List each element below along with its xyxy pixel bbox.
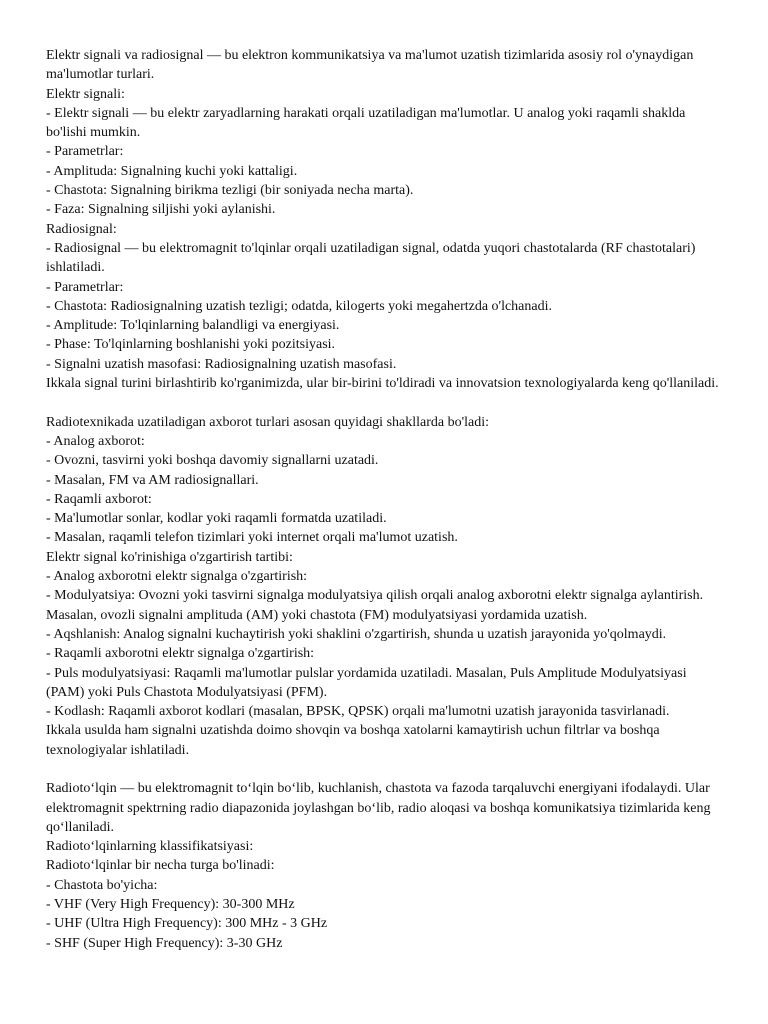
list-item: - Analog axborot: [46, 433, 145, 449]
document-page [46, 46, 726, 953]
list-item: - Masalan, FM va AM radiosignallari. [46, 472, 259, 488]
list-item: - Ovozni, tasvirni yoki boshqa davomiy signallarni uzatadi. [46, 453, 379, 469]
list-item: - Puls modulyatsiyasi: Raqamli ma'lumotlar pulslar yordamida uzatiladi. Masalan, Puls Amplitude Modulyatsiyasi (PAM) yoki Puls Chastota Modulyatsiyasi (PFM). [46, 665, 687, 700]
paragraph-line: Radioto‘lqinlar bir necha turga bo'linadi: [46, 858, 275, 874]
list-item: - UHF (Ultra High Frequency): 300 MHz - 3 GHz [46, 916, 328, 932]
list-item: - Raqamli axborot: [46, 491, 152, 507]
list-item: - Kodlash: Raqamli axborot kodlari (masalan, BPSK, QPSK) orqali ma'lumotni uzatish jarayonida tasvirlanadi. [46, 704, 670, 720]
list-item: - Chastota: Signalning birikma tezligi (bir soniyada necha marta). [46, 183, 414, 199]
list-item: - Raqamli axborotni elektr signalga o'zgartirish: [46, 646, 315, 662]
heading-classification: Radioto‘lqinlarning klassifikatsiyasi: [46, 839, 254, 855]
paragraph-gap [46, 393, 726, 412]
list-item: - SHF (Super High Frequency): 3-30 GHz [46, 935, 283, 951]
list-item: - Analog axborotni elektr signalga o'zgartirish: [46, 569, 308, 585]
paragraph-line: - Elektr signali — bu elektr zaryadlarning harakati orqali uzatiladigan ma'lumotlar. U analog yoki raqamli shaklda bo'lishi mumkin. [46, 105, 686, 141]
paragraph-gap [46, 760, 726, 779]
heading-electric-signal: Elektr signali: [46, 86, 125, 102]
heading-conversion-order: Elektr signal ko'rinishiga o'zgartirish tartibi: [46, 549, 293, 565]
list-item: - Faza: Signalning siljishi yoki aylanishi. [46, 202, 276, 218]
paragraph-line: Radiotexnikada uzatiladigan axborot turlari asosan quyidagi shakllarda bo'ladi: [46, 414, 490, 430]
section-signals [46, 46, 726, 393]
paragraph-line: - Radiosignal — bu elektromagnit to'lqinlar orqali uzatiladigan signal, odatda yuqori chastotalarda (RF chastotalari) ishlatiladi. [46, 240, 696, 276]
list-item: - Parametrlar: [46, 279, 124, 295]
list-item: - Modulyatsiya: Ovozni yoki tasvirni signalga modulyatsiya qilish orqali analog axborotni elektr signalga aylantirish. Masalan, ovozli signalni amplituda (AM) yoki chastota (FM) modulyatsiyasi yordamida uzatish. [46, 588, 704, 623]
paragraph-line: Radioto‘lqin — bu elektromagnit to‘lqin bo‘lib, kuchlanish, chastota va fazoda tarqaluvchi energiyani ifodalaydi. Ular elektromagnit spektrning radio diapazonida joylashgan bo‘lib, radio aloqasi va boshqa komunikatsiya tizimlarida keng qo‘llaniladi. [46, 781, 711, 835]
section-information-types [46, 413, 726, 760]
paragraph-line: Ikkala signal turini birlashtirib ko'rganimizda, ular bir-birini to'ldiradi va innovatsion texnologiyalarda keng qo'llaniladi. [46, 376, 719, 392]
list-item: - Masalan, raqamli telefon tizimlari yoki internet orqali ma'lumot uzatish. [46, 530, 458, 546]
list-item: - Aqshlanish: Analog signalni kuchaytirish yoki shaklini o'zgartirish, shunda u uzatish jarayonida yo'qolmaydi. [46, 626, 667, 642]
list-item: - Ma'lumotlar sonlar, kodlar yoki raqamli formatda uzatiladi. [46, 511, 387, 527]
list-item: - VHF (Very High Frequency): 30-300 MHz [46, 897, 295, 913]
heading-radiosignal: Radiosignal: [46, 221, 117, 237]
list-item: - Amplituda: Signalning kuchi yoki kattaligi. [46, 163, 298, 179]
paragraph-line: Elektr signali va radiosignal — bu elektron kommunikatsiya va ma'lumot uzatish tizimlarida asosiy rol o'ynaydigan ma'lumotlar turlari. [46, 48, 694, 83]
section-radio-waves [46, 779, 726, 953]
list-item: - Signalni uzatish masofasi: Radiosignalning uzatish masofasi. [46, 356, 397, 372]
paragraph-line: Ikkala usulda ham signalni uzatishda doimo shovqin va boshqa xatolarni kamaytirish uchun filtrlar va boshqa texnologiyalar ishlatiladi. [46, 723, 660, 758]
list-item: - Phase: To'lqinlarning boshlanishi yoki pozitsiyasi. [46, 337, 336, 353]
list-item: - Amplitude: To'lqinlarning balandligi va energiyasi. [46, 318, 340, 334]
list-item: - Chastota bo'yicha: [46, 877, 158, 893]
list-item: - Parametrlar: [46, 144, 124, 160]
list-item: - Chastota: Radiosignalning uzatish tezligi; odatda, kilogerts yoki megahertzda o'lchanadi. [46, 298, 553, 314]
